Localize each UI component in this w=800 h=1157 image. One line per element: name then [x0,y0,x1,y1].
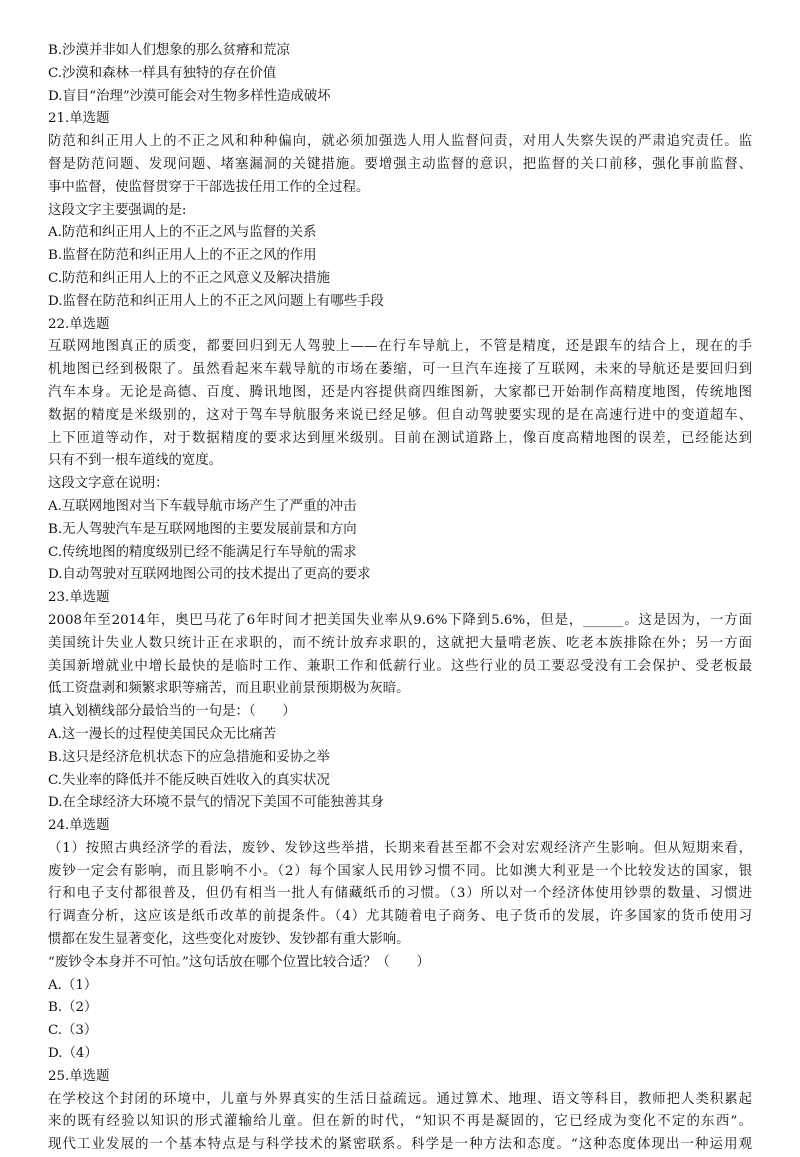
q23-passage-line: 美国统计失业人数只统计正在求职的，而不统计放弃求职的，这就把大量啃老族、吃老本族排除在外；另一方面 [48,635,752,651]
q22-option-b: B.无人驾驶汽车是互联网地图的主要发展前景和方向 [48,521,357,537]
q24-header: 24.单选题 [48,818,110,834]
q21-passage-line: 事中监督，使监督贯穿于干部选拔任用工作的全过程。 [48,179,370,195]
q20-option-c: C.沙漠和森林一样具有独特的存在价值 [48,65,277,81]
q23-prompt: 填入划横线部分最恰当的一句是：（ ） [48,704,296,720]
q22-header: 22.单选题 [48,316,110,332]
q23-option-d: D.在全球经济大环境不景气的情况下美国不可能独善其身 [48,795,384,811]
q21-prompt: 这段文字主要强调的是: [48,202,187,218]
q24-option-b: B.（2） [48,1000,98,1016]
q21-option-d: D.监督在防范和纠正用人上的不正之风问题上有哪些手段 [48,293,384,309]
q21-header: 21.单选题 [48,111,110,127]
q20-option-d: D.盲目“治理”沙漠可能会对生物多样性造成破坏 [48,88,331,104]
q21-passage-line: 防范和纠正用人上的不正之风和种种偏向，就必须加强选人用人监督问责，对用人失察失误的严肃追究责任。监 [48,134,752,150]
q21-option-b: B.监督在防范和纠正用人上的不正之风的作用 [48,248,317,264]
q24-passage-line: 废钞一定会有影响，而且影响不小。（2）每个国家人民用钞习惯不同。比如澳大利亚是一个比较发达的国家，银 [48,863,752,879]
q23-option-a: A.这一漫长的过程使美国民众无比痛苦 [48,726,277,742]
q21-passage-line: 督是防范问题、发现问题、堵塞漏洞的关键措施。要增强主动监督的意识，把监督的关口前移，强化事前监督、 [48,156,752,172]
q22-passage-line: 机地图已经到极限了。虽然看起来车载导航的市场在萎缩，可一旦汽车连接了互联网，未来的导航还是要回归到 [48,362,752,378]
q25-passage-line: 来的既有经验以知识的形式灌输给儿童。但在新的时代，“知识不再是凝固的，它已经成为变化不定的东西”。 [48,1114,752,1130]
q21-option-a: A.防范和纠正用人上的不正之风与监督的关系 [48,225,317,241]
q24-passage-line: 惯都在发生显著变化，这些变化对废钞、发钞都有重大影响。 [48,932,410,948]
q24-option-c: C.（3） [48,1023,98,1039]
q24-prompt: “废钞令本身并不可怕。”这句话放在哪个位置比较合适？（ ） [48,954,430,970]
q22-passage-line: 互联网地图真正的质变，都要回归到无人驾驶上——在行车导航上，不管是精度，还是跟车的结合上，现在的手 [48,339,752,355]
q22-prompt: 这段文字意在说明： [48,476,169,492]
exam-page [48,40,752,1157]
q23-passage-line: 美国新增就业中增长最快的是临时工作、兼职工作和低薪行业。这些行业的员工要忍受没有工会保护、受老板最 [48,658,752,674]
q22-passage-line: 上下匝道等动作，对于数据精度的要求达到厘米级别。目前在测试道路上，像百度高精地图的误差，已经能达到 [48,430,752,446]
q25-passage-line: 在学校这个封闭的环境中，儿童与外界真实的生活日益疏远。通过算术、地理、语文等科目，教师把人类积累起 [48,1091,752,1107]
q23-option-c: C.失业率的降低并不能反映百姓收入的真实状况 [48,772,330,788]
q24-passage-line: 行和电子支付都很普及，但仍有相当一批人有储藏纸币的习惯。（3）所以对一个经济体使用钞票的数量、习惯进 [48,886,752,902]
q24-passage-line: （1）按照古典经济学的看法，废钞、发钞这些举措，长期来看甚至都不会对宏观经济产生影响。但从短期来看， [48,840,752,856]
q23-passage-line: 低工资盘剥和频繁求职等痛苦，而且职业前景预期极为灰暗。 [48,681,410,697]
q22-passage-line: 只有不到一根车道线的宽度。 [48,453,223,469]
q24-option-a: A.（1） [48,977,98,993]
q20-option-b: B.沙漠并非如人们想象的那么贫瘠和荒凉 [48,43,290,58]
q22-option-d: D.自动驾驶对互联网地图公司的技术提出了更高的要求 [48,567,371,583]
q24-option-d: D.（4） [48,1046,98,1062]
q23-option-b: B.这只是经济危机状态下的应急措施和妥协之举 [48,749,330,765]
q25-passage-line: 现代工业发展的一个基本特点是与科学技术的紧密联系。科学是一种方法和态度。“这种态度体现出一种运用观 [48,1137,752,1153]
q23-passage-line: 2008年至2014年，奥巴马花了6年时间才把美国失业率从9.6%下降到5.6%，但是，______。这是因为，一方面 [48,612,752,628]
q22-passage-line: 汽车本身。无论是高德、百度、腾讯地图，还是内容提供商四维图新，大家都已开始制作高精度地图，传统地图 [48,384,752,400]
q23-header: 23.单选题 [48,590,110,606]
q21-option-c: C.防范和纠正用人上的不正之风意义及解决措施 [48,270,330,286]
q22-passage-line: 数据的精度是米级别的，这对于驾车导航服务来说已经足够。但自动驾驶要实现的是在高速行进中的变道超车、 [48,407,752,423]
q25-header: 25.单选题 [48,1068,110,1084]
q22-option-c: C.传统地图的精度级别已经不能满足行车导航的需求 [48,544,357,560]
q22-option-a: A.互联网地图对当下车载导航市场产生了严重的冲击 [48,498,357,514]
q24-passage-line: 行调查分析，这应该是纸币改革的前提条件。（4）尤其随着电子商务、电子货币的发展，许多国家的货币使用习 [48,909,752,925]
